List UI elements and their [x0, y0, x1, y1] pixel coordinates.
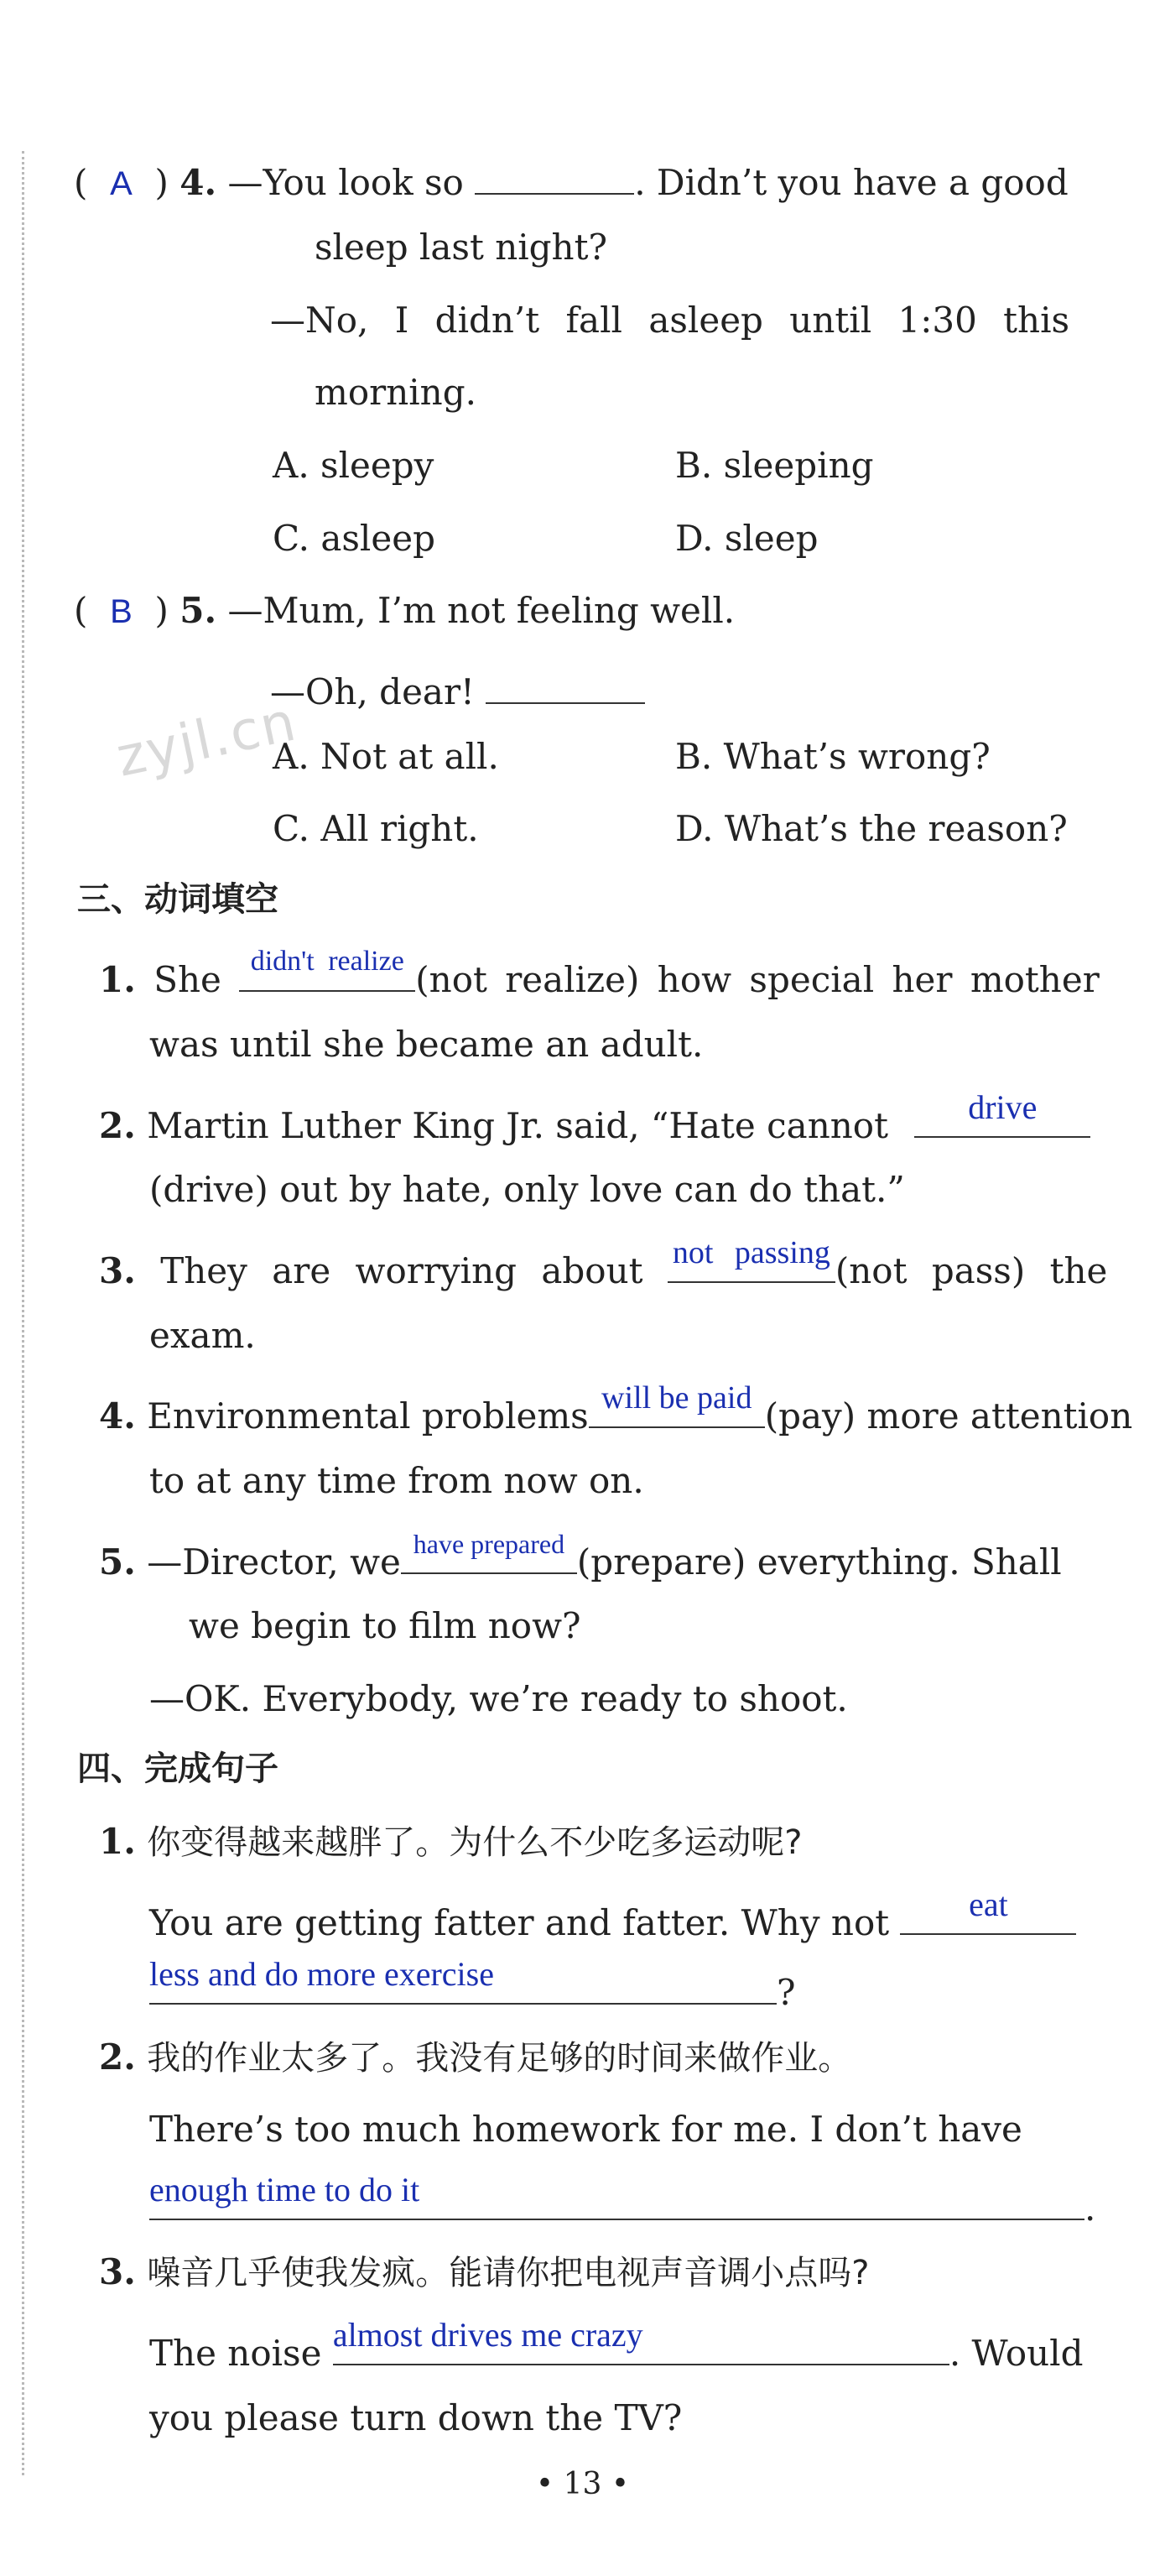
section4-title: 四、完成句子 — [77, 1749, 278, 1788]
q4-option-b: B. sleeping — [675, 445, 874, 486]
s4-item1-answer1: eat — [969, 1885, 1008, 1923]
q4-line4: morning. — [315, 372, 476, 413]
s3-item2-pre: Martin Luther King Jr. said, “Hate cannot — [147, 1105, 888, 1146]
q5-option-d: D. What’s the reason? — [675, 808, 1068, 849]
s3-item5-blank — [401, 1529, 577, 1574]
q4-line2: sleep last night? — [315, 227, 608, 268]
s4-item3-en-pre: The noise — [149, 2333, 322, 2374]
s3-item2-blank — [914, 1088, 1090, 1138]
s4-item1-chinese: 你变得越来越胖了。为什么不少吃多运动呢? — [147, 1823, 803, 1862]
q5-option-c: C. All right. — [273, 808, 479, 849]
s3-item4-answer: will be paid — [601, 1380, 752, 1416]
s4-item1-blank2 — [149, 1955, 777, 2005]
s4-item1-en-pre: You are getting fatter and fatter. Why not — [149, 1902, 890, 1943]
s4-item3-chinese: 噪音几乎使我发疯。能请你把电视声音调小点吗? — [147, 2254, 870, 2292]
s3-item4-number: 4. — [99, 1395, 136, 1437]
s3-item4-line2: to at any time from now on. — [149, 1460, 644, 1501]
s3-item1-answer: didn't realize — [250, 946, 404, 977]
s3-item2-line2: (drive) out by hate, only love can do that.” — [149, 1169, 905, 1210]
q4-line1: ( A ) 4. —You look so . Didn’t you have a good — [74, 149, 1069, 209]
q4-blank — [475, 149, 634, 195]
s4-item1-line3 — [149, 1955, 796, 2018]
s4-item2-end: . — [1084, 2188, 1096, 2229]
binding-margin — [22, 151, 24, 2475]
section3-title: 三、动词填空 — [77, 880, 278, 919]
q5-line1: ( B ) 5. —Mum, I’m not feeling well. — [74, 590, 736, 631]
s4-item2-chinese: 我的作业太多了。我没有足够的时间来做作业。 — [147, 2039, 852, 2078]
s3-item2-line1 — [99, 1088, 1090, 1151]
q4-option-d: D. sleep — [675, 518, 819, 559]
q4-answer: A — [110, 165, 133, 202]
s4-item1-end: ? — [777, 1972, 796, 2013]
s3-item5-answer: have prepared — [413, 1529, 565, 1559]
s4-item1-zh — [99, 1817, 802, 1868]
s4-item2-number: 2. — [99, 2036, 136, 2078]
s3-item1-pre: She — [153, 959, 221, 1000]
s4-item3-en-post: . Would — [949, 2333, 1084, 2374]
page-number: • 13 • — [535, 2467, 630, 2501]
s3-item3-line2: exam. — [149, 1315, 256, 1356]
s4-item3-zh — [99, 2247, 869, 2298]
q5-prompt: —Mum, I’m not feeling well. — [227, 590, 736, 631]
q5-answer: B — [110, 593, 133, 630]
s3-item1-line1 — [99, 946, 1100, 1005]
s4-item3-line3: you please turn down the TV? — [149, 2397, 683, 2438]
s4-item2-blank — [149, 2171, 1084, 2220]
s4-item3-en — [149, 2316, 1084, 2379]
s3-item4-post: (pay) more attention — [764, 1395, 1133, 1437]
s3-item3-number: 3. — [99, 1250, 136, 1291]
s3-item1-number: 1. — [99, 959, 136, 1000]
s4-item1-en — [149, 1885, 1076, 1948]
q5-line2 — [270, 659, 645, 717]
q5-reply: —Oh, dear! — [270, 671, 475, 712]
q5-blank — [486, 659, 645, 704]
s4-item2-en: There’s too much homework for me. I don’t have — [149, 2109, 1022, 2150]
s4-item2-zh — [99, 2032, 851, 2083]
s3-item2-number: 2. — [99, 1105, 136, 1146]
s4-item1-answer2: less and do more exercise — [149, 1955, 494, 1993]
s3-item3-line1 — [99, 1235, 1108, 1296]
q4-prompt-b: . Didn’t you have a good — [634, 162, 1069, 203]
s4-item1-number: 1. — [99, 1821, 136, 1862]
q5-option-b: B. What’s wrong? — [675, 736, 991, 777]
watermark: zyjl.cn — [111, 691, 303, 790]
q4-prompt-a: —You look so — [227, 162, 464, 203]
s3-item5-line3: —OK. Everybody, we’re ready to shoot. — [149, 1678, 848, 1719]
s4-item1-blank1 — [900, 1885, 1076, 1935]
q5-option-a: A. Not at all. — [273, 736, 499, 777]
q4-line3: —No, I didn’t fall asleep until 1:30 this — [270, 300, 1070, 341]
q5-number: 5. — [179, 590, 217, 631]
s3-item1-blank — [239, 946, 415, 992]
s3-item3-blank — [668, 1235, 835, 1283]
s4-item3-answer: almost drives me crazy — [332, 2316, 643, 2354]
s4-item3-blank — [332, 2316, 949, 2365]
s4-item3-number: 3. — [99, 2251, 136, 2292]
s3-item5-post: (prepare) everything. Shall — [576, 1541, 1062, 1583]
q4-option-a: A. sleepy — [273, 445, 434, 486]
s3-item5-line1 — [99, 1529, 1062, 1588]
s3-item3-post: (not pass) the — [835, 1250, 1108, 1291]
s3-item5-pre: —Director, we — [147, 1541, 401, 1583]
s3-item4-blank — [589, 1380, 765, 1428]
s3-item3-answer: not passing — [672, 1235, 830, 1270]
s3-item5-line2: we begin to film now? — [189, 1605, 581, 1646]
q4-option-c: C. asleep — [273, 518, 435, 559]
s3-item5-number: 5. — [99, 1541, 136, 1583]
s4-item2-answer: enough time to do it — [149, 2171, 420, 2208]
s3-item1-line2: was until she became an adult. — [149, 1024, 704, 1065]
s3-item3-pre: They are worrying about — [160, 1250, 643, 1291]
s3-item2-answer: drive — [968, 1088, 1038, 1126]
s3-item1-post: (not realize) how special her mother — [415, 959, 1100, 1000]
s3-item4-pre: Environmental problems — [147, 1395, 589, 1437]
s3-item4-line1 — [99, 1380, 1133, 1442]
q4-number: 4. — [179, 162, 217, 203]
s4-item2-line3 — [149, 2171, 1096, 2234]
